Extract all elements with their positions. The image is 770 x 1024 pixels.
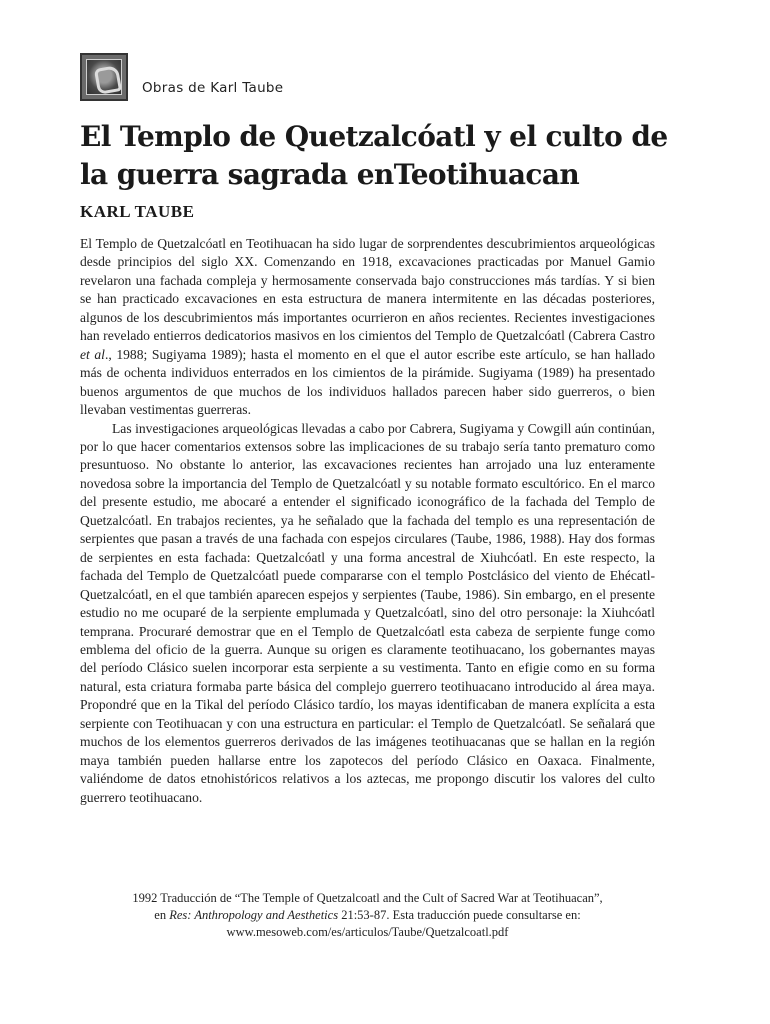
series-header xyxy=(80,50,283,104)
journal-name: Res: Anthropology and Aesthetics xyxy=(169,908,339,922)
paragraph-2: Las investigaciones arqueológicas llevadas a cabo por Cabrera, Sugiyama y Cowgill aún continúan, por lo que hacer comentarios extensos sobre las implicaciones de su trabajo sería tanto prematuro como presuntuoso. No obstante lo anterior, las excavaciones recientes han arrojado una luz enteramente novedosa sobre la importancia del Templo de Quetzalcóatl y su notable formato escultórico. En el marco del presente estudio, me abocaré a entender el significado iconográfico de la fachada del Templo de Quetzalcóatl. En trabajos recientes, ya he señalado que la fachada del templo es una representación de serpientes que pasan a través de una fachada con espejos circulares (Taube, 1986, 1988). Hay dos formas de serpientes en esta fachada: Quetzalcóatl y una forma ancestral de Xiuhcóatl. En este respecto, la fachada del Templo de Quetzalcóatl puede compararse con el templo Postclásico del viento de Ehécatl-Quetzalcóatl, en el que también aparecen espejos y serpientes (Taube, 1986). Sin embargo, en el presente estudio no me ocuparé de la serpiente emplumada y Quetzalcóatl, sino del otro personaje: la Xiuhcóatl temprana. Procuraré demostrar que en el Templo de Quetzalcóatl esta cabeza de serpiente funge como emblema del oficio de la guerra. Aunque su origen es claramente teotihuacano, los gobernantes mayas del período Clásico suelen incorporar esta serpiente a su vestimenta. Tanto en efigie como en su forma natural, esta criatura formaba parte básica del complejo guerrero teotihuacano introducido al área maya. Propondré que en la Tikal del período Clásico tardío, los mayas identificaban de manera explícita a esta serpiente con Teotihuacan y con una estructura en particular: el Templo de Quetzalcóatl. Se señalará que muchos de los elementos guerreros derivados de las imágenes teotihuacanas que se hallan en la región maya también pueden hallarse entre los zapotecos del período Clásico en Oaxaca. Finalmente, valiéndome de datos etnohistóricos relativos a los aztecas, me propongo discutir los valores del culto guerrero teotihuacano. xyxy=(80,420,655,805)
translation-footnote xyxy=(80,890,655,941)
et-al-italic: et al xyxy=(80,346,105,362)
footnote-line-2-post: 21:53-87. Esta traducción puede consultarse en: xyxy=(338,908,581,922)
article-title: El Templo de Quetzalcóatl y el culto de la guerra sagrada enTeotihuacan xyxy=(80,120,668,191)
article-author: KARL TAUBE xyxy=(80,202,195,221)
footnote-line-2 xyxy=(80,907,655,924)
article-body xyxy=(80,235,655,807)
paragraph-1-text-b: ., 1988; Sugiyama 1989); hasta el momento en el que el autor escribe este artículo, se han hallado más de ochenta individuos enterrados en los cimientos de la pirámide. Sugiyama (1989) ha presentado buenos argumentos de que muchos de los individuos hallados parecen haber sido guerreros, o bien llevaban vestimentas guerreras. xyxy=(80,346,655,418)
glyph-seal-icon xyxy=(80,53,128,101)
footnote-url[interactable]: www.mesoweb.com/es/articulos/Taube/Quetzalcoatl.pdf xyxy=(226,925,509,939)
footnote-line-2-pre: en xyxy=(154,908,170,922)
paragraph-1-text-a: El Templo de Quetzalcóatl en Teotihuacan ha sido lugar de sorprendentes descubrimientos arqueológicas desde principios del siglo XX. Comenzando en 1918, excavaciones practicadas por Manuel Gamio revelaron una fachada compleja y hermosamente conservada bajo construcciones más tardías. Y si bien se han practicado excavaciones en esta estructura de manera intermitente en las décadas posteriores, algunos de los descubrimientos más importantes ocurrieron en años recientes. Recientes investigaciones han revelado entierros dedicatorios masivos en los cimientos del Templo de Quetzalcóatl (Cabrera Castro xyxy=(80,236,655,344)
series-label: Obras de Karl Taube xyxy=(142,80,284,96)
footnote-line-1: 1992 Traducción de “The Temple of Quetzalcoatl and the Cult of Sacred War at Teotihuacan”, xyxy=(132,891,603,905)
paragraph-1 xyxy=(80,235,655,420)
